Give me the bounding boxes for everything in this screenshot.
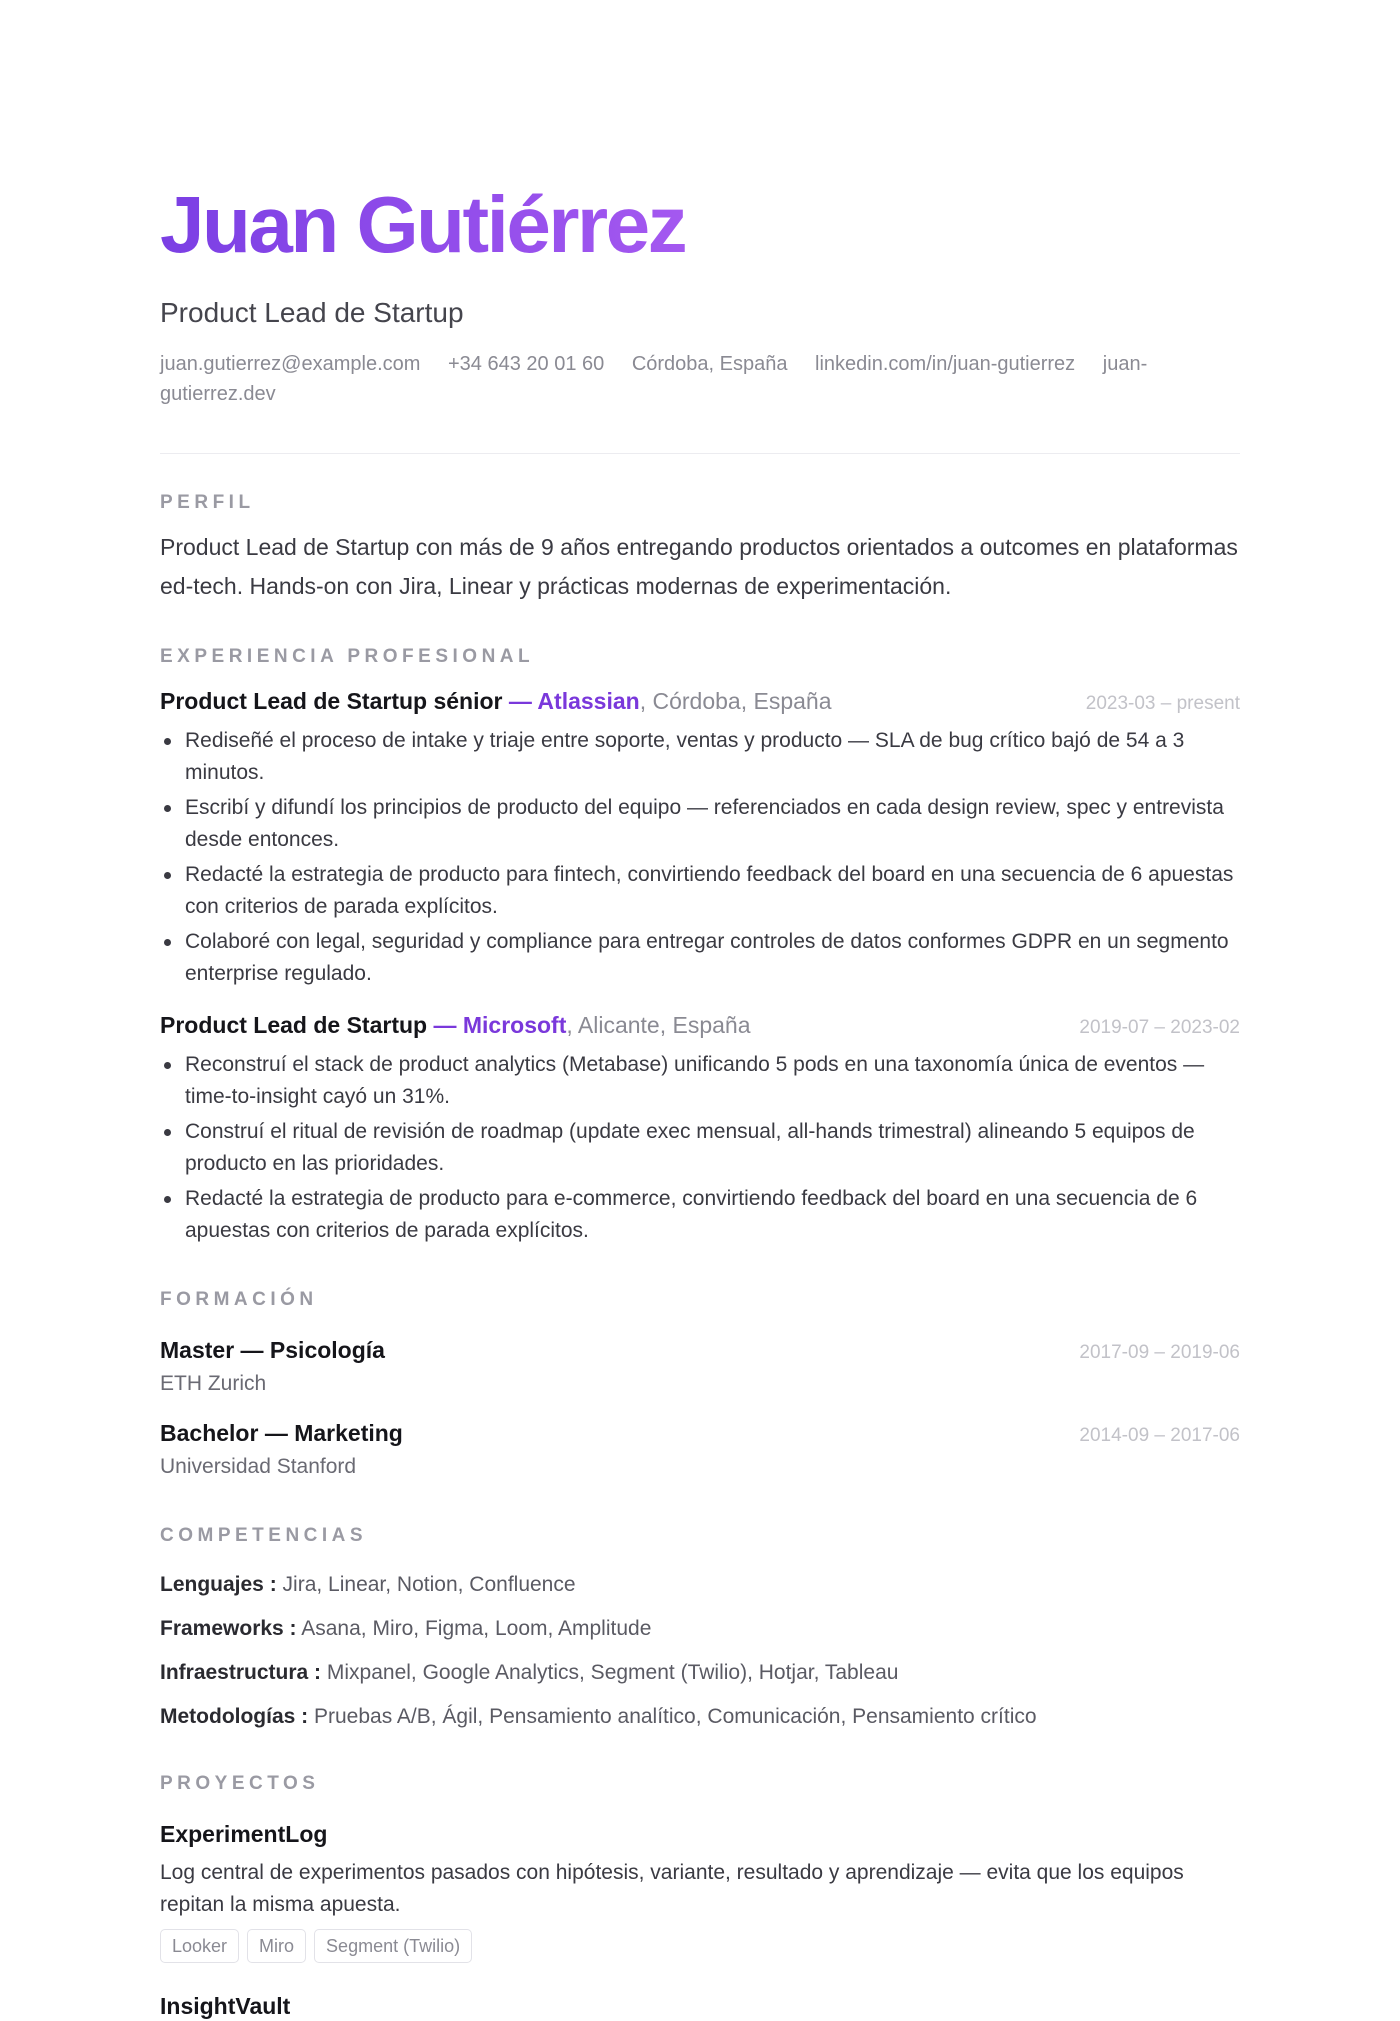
- contact-line: [160, 349, 1240, 409]
- education-section: [160, 1289, 1240, 1479]
- job-entry: [160, 1010, 1240, 1247]
- job-dates: 2023-03 – present: [1085, 693, 1240, 714]
- job-role: Product Lead de Startup sénior: [160, 688, 503, 714]
- header-divider: [160, 453, 1240, 454]
- education-school: Universidad Stanford: [160, 1455, 357, 1478]
- job-bullet: Construí el ritual de revisión de roadmap (update exec mensual, all-hands trimestral) alineando 5 equipos de producto en las prioridades.: [160, 1116, 1240, 1180]
- skill-row: [160, 1615, 1240, 1643]
- education-school: ETH Zurich: [160, 1372, 267, 1395]
- job-bullet: Colaboré con legal, seguridad y compliance para entregar controles de datos conformes GDPR en un segmento enterprise regulado.: [160, 926, 1240, 990]
- education-degree: Bachelor — Marketing: [160, 1420, 403, 1446]
- education-entry: [160, 1335, 1240, 1396]
- skill-row: [160, 1659, 1240, 1687]
- contact-website[interactable]: juan-gutierrez.dev: [160, 353, 1148, 405]
- education-degree: Master — Psicología: [160, 1337, 385, 1363]
- project-tags: [160, 1929, 1240, 1963]
- contact-location: Córdoba, España: [631, 353, 788, 375]
- candidate-name: Juan Gutiérrez: [160, 180, 686, 269]
- job-bullet: Redacté la estrategia de producto para e-commerce, convirtiendo feedback del board en una secuencia de 6 apuestas con criterios de parada explícitos.: [160, 1183, 1240, 1247]
- education-dates: 2017-09 – 2019-06: [1079, 1342, 1240, 1363]
- project-tag: Segment (Twilio): [314, 1929, 472, 1963]
- job-location: , Alicante, España: [566, 1012, 751, 1038]
- job-bullet: Escribí y difundí los principios de producto del equipo — referenciados en cada design review, spec y entrevista desde entonces.: [160, 792, 1240, 856]
- project-name: InsightVault: [160, 1993, 291, 2019]
- job-dates: 2019-07 – 2023-02: [1079, 1017, 1240, 1038]
- skill-values: Jira, Linear, Notion, Confluence: [276, 1573, 576, 1596]
- project-description: Log central de experimentos pasados con hipótesis, variante, resultado y aprendizaje — evita que los equipos repitan la misma apuesta.: [160, 1861, 1184, 1916]
- contact-phone[interactable]: +34 643 20 01 60: [447, 353, 605, 375]
- project-entry: [160, 1991, 1240, 2021]
- job-bullets: [160, 1049, 1240, 1247]
- profile-summary: Product Lead de Startup con más de 9 años entregando productos orientados a outcomes en plataformas ed-tech. Hands-on con Jira, Linear y prácticas modernas de experimentación.: [160, 534, 1238, 599]
- job-bullet: Rediseñé el proceso de intake y triaje entre soporte, ventas y producto — SLA de bug crítico bajó de 54 a 3 minutos.: [160, 725, 1240, 789]
- section-heading-skills: COMPETENCIAS: [160, 1525, 368, 1546]
- project-name: ExperimentLog: [160, 1821, 328, 1847]
- section-heading-experience: EXPERIENCIA PROFESIONAL: [160, 646, 535, 667]
- header: [160, 180, 1240, 409]
- projects-section: [160, 1773, 1240, 2021]
- contact-linkedin[interactable]: linkedin.com/in/juan-gutierrez: [815, 353, 1076, 375]
- section-heading-education: FORMACIÓN: [160, 1289, 318, 1310]
- project-entry: [160, 1819, 1240, 1963]
- job-location: , Córdoba, España: [639, 688, 832, 714]
- skill-values: Asana, Miro, Figma, Loom, Amplitude: [296, 1617, 652, 1640]
- education-entry: [160, 1418, 1240, 1479]
- skill-label: Frameworks :: [160, 1617, 297, 1640]
- skill-row: [160, 1571, 1240, 1599]
- skills-section: [160, 1525, 1240, 1731]
- job-role: Product Lead de Startup: [160, 1012, 428, 1038]
- job-company: — Atlassian: [502, 688, 640, 714]
- section-heading-profile: PERFIL: [160, 492, 255, 513]
- skill-label: Lenguajes :: [160, 1573, 277, 1596]
- project-tag: Looker: [160, 1929, 239, 1963]
- profile-section: [160, 492, 1240, 606]
- experience-section: [160, 646, 1240, 1247]
- skill-values: Pruebas A/B, Ágil, Pensamiento analítico, Comunicación, Pensamiento crítico: [308, 1705, 1037, 1728]
- job-company: — Microsoft: [427, 1012, 567, 1038]
- candidate-title: Product Lead de Startup: [160, 297, 464, 328]
- skill-values: Mixpanel, Google Analytics, Segment (Twilio), Hotjar, Tableau: [321, 1661, 899, 1684]
- skill-label: Metodologías :: [160, 1705, 309, 1728]
- contact-email[interactable]: juan.gutierrez@example.com: [160, 353, 421, 375]
- job-bullets: [160, 725, 1240, 990]
- skill-row: [160, 1703, 1240, 1731]
- job-bullet: Redacté la estrategia de producto para fintech, convirtiendo feedback del board en una secuencia de 6 apuestas con criterios de parada explícitos.: [160, 859, 1240, 923]
- project-tag: Miro: [247, 1929, 306, 1963]
- section-heading-projects: PROYECTOS: [160, 1773, 320, 1794]
- job-bullet: Reconstruí el stack de product analytics (Metabase) unificando 5 pods en una taxonomía única de eventos — time-to-insight cayó un 31%.: [160, 1049, 1240, 1113]
- education-dates: 2014-09 – 2017-06: [1079, 1425, 1240, 1446]
- skill-label: Infraestructura :: [160, 1661, 322, 1684]
- job-entry: [160, 686, 1240, 990]
